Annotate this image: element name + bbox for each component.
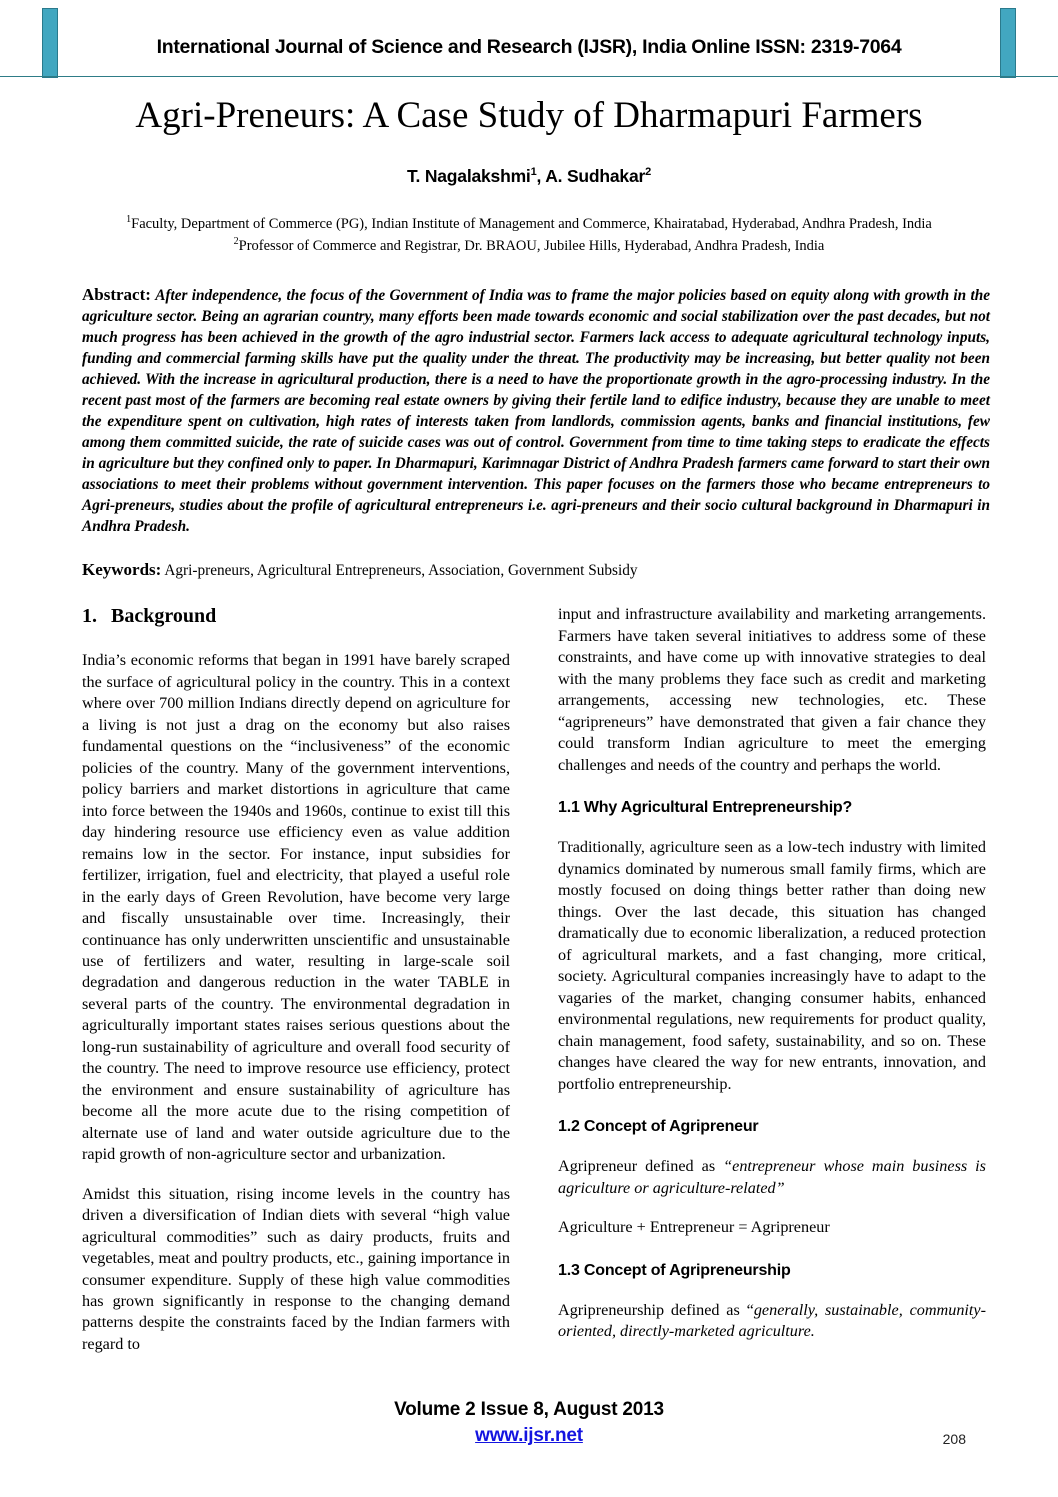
affiliation-line-2 [80,235,978,257]
paragraph: Traditionally, agriculture seen as a low-tech industry with limited dynamics dominated by numerous small family firms, which are mostly focused on doing things better rather than doing new things. Over the last decade, this situation has changed dramatically due to economic liberalization, a reduced protection of agricultural markets, and a fast changing, more critical, society. Agricultural companies increasingly have to adapt to the vagaries of the market, changing consumer habits, enhanced environmental regulations, new requirements for product quality, chain management, food safety, sustainability, and so on. These changes have cleared the way for new entrants, innovation, and portfolio entrepreneurship. [558,838,986,1093]
author-affiliation-marker-1: 1 [530,166,537,179]
section-title: Background [111,605,217,628]
page-number: 208 [942,1431,966,1447]
paragraph-definition-agripreneur [558,1156,986,1199]
subsection-heading-1-1: 1.1 Why Agricultural Entrepreneurship? [558,799,853,817]
title-block [0,78,1058,257]
right-column [558,604,986,1342]
section-number: 1. [82,605,97,628]
definition-lead-text: Agripreneurship defined as “ [558,1300,754,1319]
author-name-1: T. Nagalakshmi [406,166,531,187]
header-divider [0,76,1058,77]
paragraph: Amidst this situation, rising income levels in the country has driven a diversification of Indian diets with several “high value agricultural commodities” such as dairy products, fruits and vegetables, meat and poultry products, etc., gaining importance in consumer expenditure. Supply of these high value commodities has grown significantly in response to the changing demand patterns despite the constraints faced by the Indian farmers with regard to [82,1184,510,1353]
affiliation-marker-1: 1 [126,214,132,226]
author-list [80,166,978,187]
affiliation-text-2: Professor of Commerce and Registrar, Dr. BRAOU, Jubilee Hills, Hyderabad, Andhra Pradesh, India [238,238,825,255]
left-column [82,604,510,1355]
abstract-text: After independence, the focus of the Government of India was to frame the major policies based on equity along with growth in the agriculture sector. Being an agrarian country, many efforts been made towards economic and social stabilization over the past decades, but not much progress has been achieved in the growth of the agro industrial sector. Farmers lack access to adequate agricultural technology inputs, funding and commercial farming skills have put the quality under the threat. The productivity may be increasing, but better quality not been achieved. With the increase in agricultural production, there is a need to have the proportionate growth in the agro-processing industry. In the recent past most of the farmers are becoming real estate owners by giving their fertile land to edifice industry, because they are unable to meet the expenditure spent on cultivation, high rates of interests taken from landlords, commission agents, banks and financial institutions, few among them committed suicide, the rate of suicide cases was out of control. Government from time to time taking steps to eradicate the effects in agriculture but they confined only to paper. In Dharmapuri, Karimnagar District of Andhra Pradesh farmers came forward to start their own associations to meet their problems without government intervention. This paper focuses on the farmers those who became entrepreneurs to Agri-preneurs, studies about the profile of agricultural entrepreneurs i.e. agri-preneurs and their socio cultural background in Dharmapuri in Andhra Pradesh. [82,287,990,535]
author-affiliation-marker-2: 2 [645,166,652,179]
keywords-label: Keywords: [82,560,162,580]
keywords-text: Agri-preneurs, Agricultural Entrepreneurs, Association, Government Subsidy [164,562,638,580]
subsection-heading-1-2: 1.2 Concept of Agripreneur [558,1117,759,1135]
paragraph: input and infrastructure availability and marketing arrangements. Farmers have taken several initiatives to address some of these constraints, and have come up with innovative strategies to deal with the many problems they face such as credit and marketing arrangements, accessing new technologies, etc. These “agripreneurs” have demonstrated that given a fair chance they could transform Indian agriculture to meet the emerging challenges and needs of the country and perhaps the world. [558,605,986,774]
footer-center-block [0,1399,1058,1447]
footer-volume-issue: Volume 2 Issue 8, August 2013 [394,1399,664,1420]
body-columns [82,604,990,1355]
subsection-heading-1-3: 1.3 Concept of Agripreneurship [558,1261,791,1279]
page-footer [0,1399,1058,1469]
keywords-block [82,559,990,582]
definition-quote-text: “entrepreneur whose main business is agriculture or agriculture-related” [558,1157,986,1197]
paragraph-definition-agripreneurship [558,1300,986,1343]
definition-lead-text: Agripreneur defined as [558,1157,724,1176]
paper-title: Agri-Preneurs: A Case Study of Dharmapuri Farmers [135,95,923,136]
definition-quote-text: generally, sustainable, community-oriented, directly-marketed agriculture. [558,1300,987,1341]
affiliation-line-1 [80,213,978,235]
abstract-block [82,283,990,537]
affiliation-list [80,213,978,257]
affiliation-marker-2: 2 [233,236,239,248]
author-name-2: , A. Sudhakar [536,166,646,187]
paragraph-equation: Agriculture + Entrepreneur = Agripreneur [558,1218,830,1237]
affiliation-text-1: Faculty, Department of Commerce (PG), Indian Institute of Management and Commerce, Khairatabad, Hyderabad, Andhra Pradesh, India [131,216,932,233]
abstract-label: Abstract: [82,285,151,305]
section-heading-background [82,604,510,628]
paragraph: India’s economic reforms that began in 1991 have barely scraped the surface of agricultural policy in the country. This in a context where over 700 million Indians directly depend on agriculture for a living is not just a drag on the economy but also raises fundamental questions on the “inclusiveness” of the economic policies of the country. Many of the government interventions, policy barriers and market distortions in agriculture that came into force between the 1940s and 1960s, continue to exist till this day hindering resource use efficiency even as value addition remains low in the sector. For instance, input subsidies for fertilizer, irrigation, fuel and electricity, that played a useful role in the early days of Green Revolution, have become very large and fiscally unsustainable over time. Increasingly, their continuance has only underwritten unscientific and unsustainable use of fertilizers and water, resulting in large-scale soil degradation and dangerous reduction in the water TABLE in several parts of the country. The environmental degradation in agriculturally important states raises serious questions about the long-run sustainability of agriculture and overall food security of the country. The need to improve resource use efficiency, protect the environment and ensure sustainability of agriculture has become all the more acute due to the rising competition of alternate use of land and water outside agriculture due to the rapid growth of non-agriculture sector and urbanization. [82,651,510,1164]
page-header [0,0,1058,78]
journal-header-title: International Journal of Science and Research (IJSR), India Online ISSN: 2319-7064 [156,36,902,58]
footer-website-link[interactable]: www.ijsr.net [475,1425,583,1446]
